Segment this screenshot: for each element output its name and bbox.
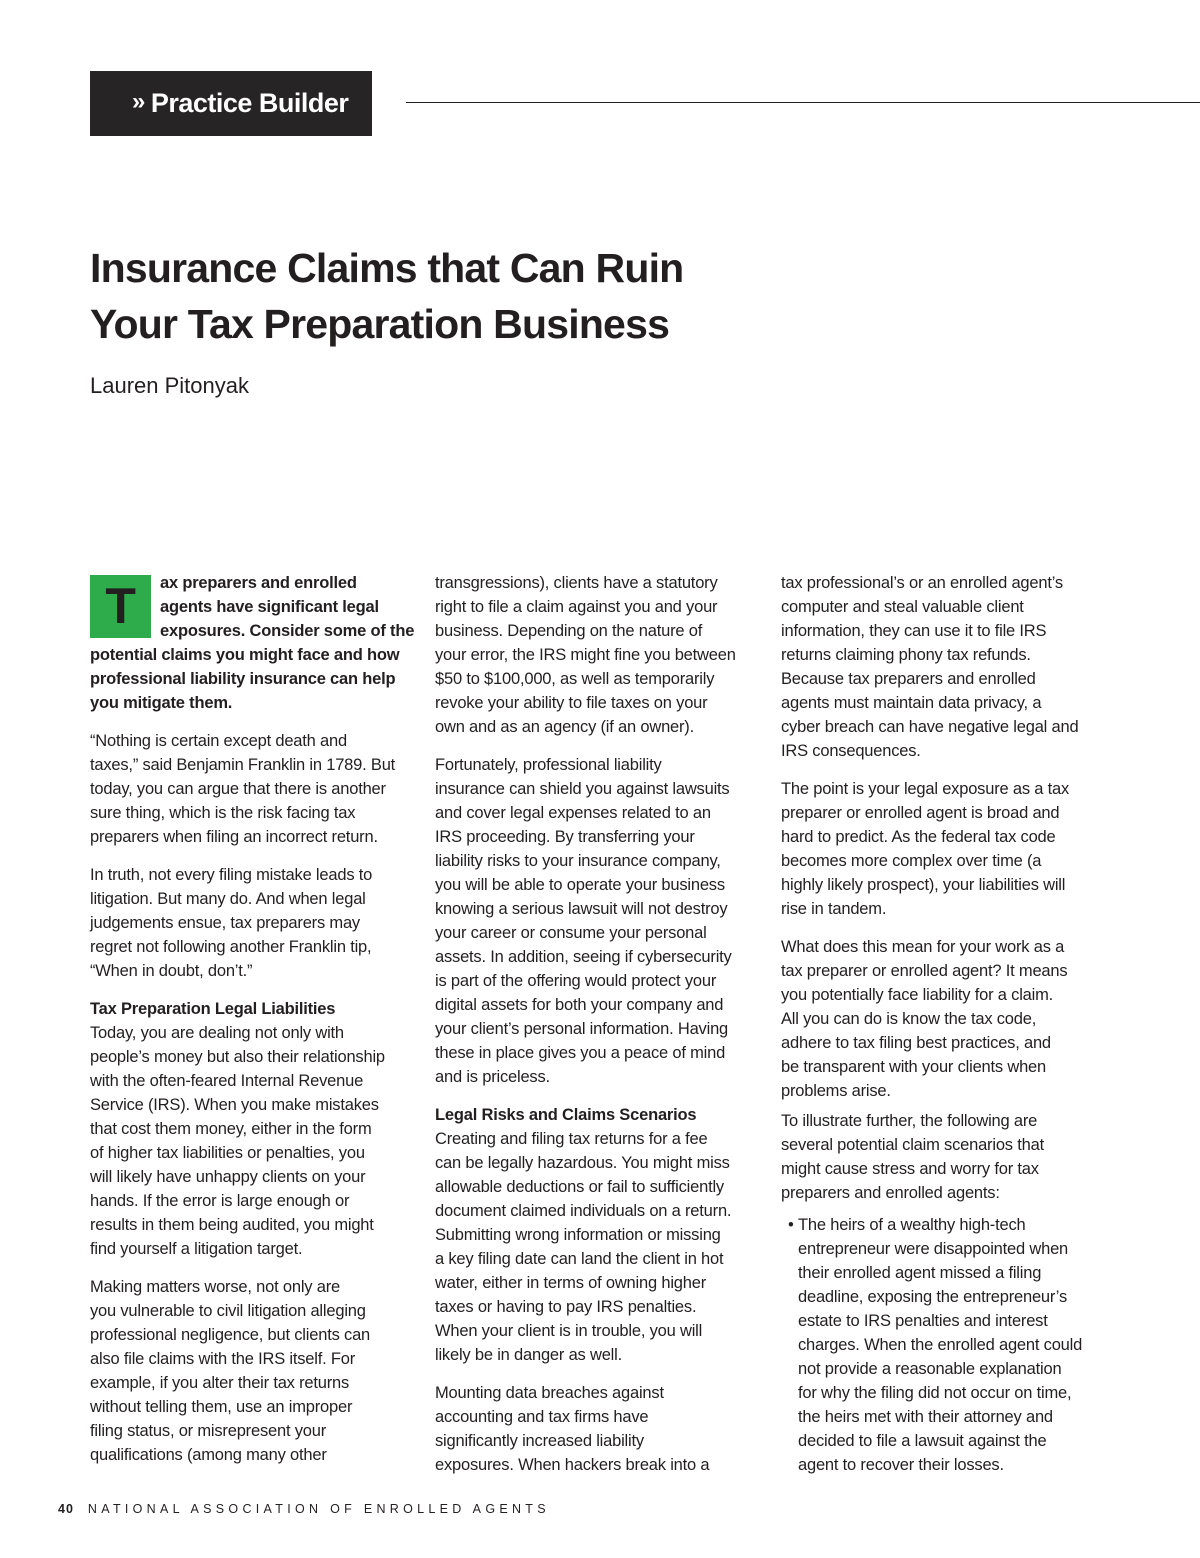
column-3	[781, 571, 1111, 1477]
section-tag-label: Practice Builder	[150, 88, 349, 118]
text-line: estate to IRS penalties and interest	[798, 1312, 1048, 1330]
text-line: Mounting data breaches against	[435, 1384, 664, 1402]
text-line: right to file a claim against you and your	[435, 598, 718, 616]
text-line: In truth, not every filing mistake leads to	[90, 866, 373, 884]
text-line: you potentially face liability for a claim.	[781, 986, 1054, 1004]
text-line: tax professional’s or an enrolled agent’s	[781, 574, 1063, 592]
text-line: regret not following another Franklin tip,	[90, 938, 372, 956]
text-line: IRS proceeding. By transferring your	[435, 828, 695, 846]
paragraph	[781, 935, 1111, 1103]
text-line: exposures. Consider some of the	[160, 622, 415, 640]
text-line: is part of the offering would protect your	[435, 972, 717, 990]
lead-paragraph	[90, 571, 420, 715]
text-line: decided to file a lawsuit against the	[798, 1432, 1047, 1450]
text-line: knowing a serious lawsuit will not destroy	[435, 900, 728, 918]
text-line: rise in tandem.	[781, 900, 887, 918]
paragraph	[90, 729, 420, 849]
title-line: Your Tax Preparation Business	[90, 301, 670, 347]
text-line: To illustrate further, the following are	[781, 1112, 1038, 1130]
article-title	[90, 240, 790, 352]
text-line: revoke your ability to file taxes on your	[435, 694, 708, 712]
text-line: your error, the IRS might fine you between	[435, 646, 736, 664]
text-line: of higher tax liabilities or penalties, you	[90, 1144, 365, 1162]
paragraph	[781, 777, 1111, 921]
text-line: charges. When the enrolled agent could	[798, 1336, 1083, 1354]
bullet-icon: •	[788, 1216, 794, 1234]
text-line: with the often-feared Internal Revenue	[90, 1072, 364, 1090]
text-line: becomes more complex over time (a	[781, 852, 1042, 870]
page-number: 40	[58, 1502, 74, 1516]
text-line: results in them being audited, you might	[90, 1216, 374, 1234]
text-line: will likely have unhappy clients on your	[90, 1168, 366, 1186]
text-line: exposures. When hackers break into a	[435, 1456, 710, 1474]
paragraph	[435, 571, 765, 739]
paragraph	[90, 997, 420, 1261]
text-line: can be legally hazardous. You might miss	[435, 1154, 730, 1172]
text-line: litigation. But many do. And when legal	[90, 890, 366, 908]
text-line: “Nothing is certain except death and	[90, 732, 347, 750]
text-line: today, you can argue that there is another	[90, 780, 386, 798]
text-line: entrepreneur were disappointed when	[798, 1240, 1069, 1258]
text-line: and cover legal expenses related to an	[435, 804, 711, 822]
text-line: likely be in danger as well.	[435, 1346, 623, 1364]
author-byline: Lauren Pitonyak	[90, 373, 249, 398]
text-line: “When in doubt, don’t.”	[90, 962, 253, 980]
text-line: The point is your legal exposure as a tax	[781, 780, 1070, 798]
text-line: Because tax preparers and enrolled	[781, 670, 1036, 688]
drop-cap: T	[90, 575, 151, 638]
page-footer	[58, 1502, 550, 1516]
text-line: be transparent with your clients when	[781, 1058, 1046, 1076]
column-2	[435, 571, 765, 1491]
text-line: Making matters worse, not only are	[90, 1278, 340, 1296]
text-line: several potential claim scenarios that	[781, 1136, 1044, 1154]
text-line: adhere to tax filing best practices, and	[781, 1034, 1051, 1052]
bullet-item	[781, 1213, 1111, 1477]
text-line: taxes or having to pay IRS penalties.	[435, 1298, 697, 1316]
text-line: filing status, or misrepresent your	[90, 1422, 327, 1440]
text-line: for why the filing did not occur on time,	[798, 1384, 1072, 1402]
paragraph	[781, 1109, 1111, 1205]
text-line: sure thing, which is the risk facing tax	[90, 804, 356, 822]
text-line: accounting and tax firms have	[435, 1408, 649, 1426]
section-tag	[90, 71, 372, 136]
text-line: own and as an agency (if an owner).	[435, 718, 694, 736]
text-line: your client’s personal information. Having	[435, 1020, 729, 1038]
text-line: might cause stress and worry for tax	[781, 1160, 1039, 1178]
paragraph	[781, 571, 1111, 763]
text-line: The heirs of a wealthy high-tech	[798, 1216, 1026, 1234]
paragraph	[90, 863, 420, 983]
text-line: IRS consequences.	[781, 742, 921, 760]
text-line: professional negligence, but clients can	[90, 1326, 371, 1344]
text-line: cyber breach can have negative legal and	[781, 718, 1079, 736]
text-line: significantly increased liability	[435, 1432, 644, 1450]
text-line: document claimed individuals on a return.	[435, 1202, 732, 1220]
text-line: judgements ensue, tax preparers may	[90, 914, 360, 932]
paragraph	[435, 1103, 765, 1367]
text-line: agent to recover their losses.	[798, 1456, 1004, 1474]
text-line: example, if you alter their tax returns	[90, 1374, 350, 1392]
text-line: Today, you are dealing not only with	[90, 1024, 344, 1042]
text-line: people’s money but also their relationship	[90, 1048, 385, 1066]
text-line: All you can do is know the tax code,	[781, 1010, 1037, 1028]
paragraph	[90, 1275, 420, 1467]
text-line: Creating and filing tax returns for a fee	[435, 1130, 708, 1148]
paragraph	[435, 753, 765, 1089]
text-line: professional liability insurance can help	[90, 670, 396, 688]
text-line: insurance can shield you against lawsuits	[435, 780, 730, 798]
text-line: not provide a reasonable explanation	[798, 1360, 1062, 1378]
text-line: these in place gives you a peace of mind	[435, 1044, 726, 1062]
text-line: water, either in terms of owning higher	[435, 1274, 707, 1292]
text-line: computer and steal valuable client	[781, 598, 1024, 616]
double-chevron-icon: »	[132, 88, 145, 115]
text-line: you mitigate them.	[90, 694, 233, 712]
text-line: allowable deductions or fail to sufficiently	[435, 1178, 724, 1196]
text-line: ax preparers and enrolled	[160, 574, 357, 592]
text-line: the heirs met with their attorney and	[798, 1408, 1053, 1426]
text-line: you vulnerable to civil litigation alleging	[90, 1302, 366, 1320]
text-line: and is priceless.	[435, 1068, 550, 1086]
text-line: without telling them, use an improper	[90, 1398, 353, 1416]
text-line: problems arise.	[781, 1082, 891, 1100]
text-line: business. Depending on the nature of	[435, 622, 703, 640]
column-1	[90, 571, 420, 1481]
paragraph	[435, 1381, 765, 1477]
text-line: potential claims you might face and how	[90, 646, 400, 664]
text-line: information, they can use it to file IRS	[781, 622, 1047, 640]
text-line: assets. In addition, seeing if cybersecurity	[435, 948, 732, 966]
text-line: preparer or enrolled agent is broad and	[781, 804, 1060, 822]
text-line: deadline, exposing the entrepreneur’s	[798, 1288, 1068, 1306]
text-line: liability risks to your insurance company,	[435, 852, 721, 870]
text-line: Submitting wrong information or missing	[435, 1226, 721, 1244]
text-line: agents must maintain data privacy, a	[781, 694, 1042, 712]
section-heading: Legal Risks and Claims Scenarios	[435, 1106, 697, 1124]
text-line: returns claiming phony tax refunds.	[781, 646, 1031, 664]
text-line: tax preparer or enrolled agent? It means	[781, 962, 1068, 980]
text-line: hard to predict. As the federal tax code	[781, 828, 1056, 846]
text-line: hands. If the error is large enough or	[90, 1192, 350, 1210]
text-line: When your client is in trouble, you will	[435, 1322, 703, 1340]
text-line: Service (IRS). When you make mistakes	[90, 1096, 379, 1114]
text-line: Fortunately, professional liability	[435, 756, 662, 774]
text-line: a key filing date can land the client in hot	[435, 1250, 724, 1268]
text-line: you will be able to operate your business	[435, 876, 725, 894]
text-line: preparers when filing an incorrect return.	[90, 828, 378, 846]
text-line: qualifications (among many other	[90, 1446, 327, 1464]
title-line: Insurance Claims that Can Ruin	[90, 245, 684, 291]
text-line: What does this mean for your work as a	[781, 938, 1065, 956]
text-line: taxes,” said Benjamin Franklin in 1789. But	[90, 756, 396, 774]
text-line: transgressions), clients have a statutory	[435, 574, 718, 592]
text-line: your career or consume your personal	[435, 924, 707, 942]
text-line: agents have significant legal	[160, 598, 379, 616]
text-line: also file claims with the IRS itself. For	[90, 1350, 356, 1368]
text-line: find yourself a litigation target.	[90, 1240, 303, 1258]
text-line: their enrolled agent missed a filing	[798, 1264, 1042, 1282]
header-rule	[406, 102, 1200, 103]
text-line: $50 to $100,000, as well as temporarily	[435, 670, 715, 688]
text-line: that cost them money, either in the form	[90, 1120, 372, 1138]
text-line: highly likely prospect), your liabilities will	[781, 876, 1066, 894]
text-line: preparers and enrolled agents:	[781, 1184, 1000, 1202]
publication-name: NATIONAL ASSOCIATION OF ENROLLED AGENTS	[87, 1502, 550, 1516]
section-heading: Tax Preparation Legal Liabilities	[90, 1000, 336, 1018]
text-line: digital assets for both your company and	[435, 996, 724, 1014]
